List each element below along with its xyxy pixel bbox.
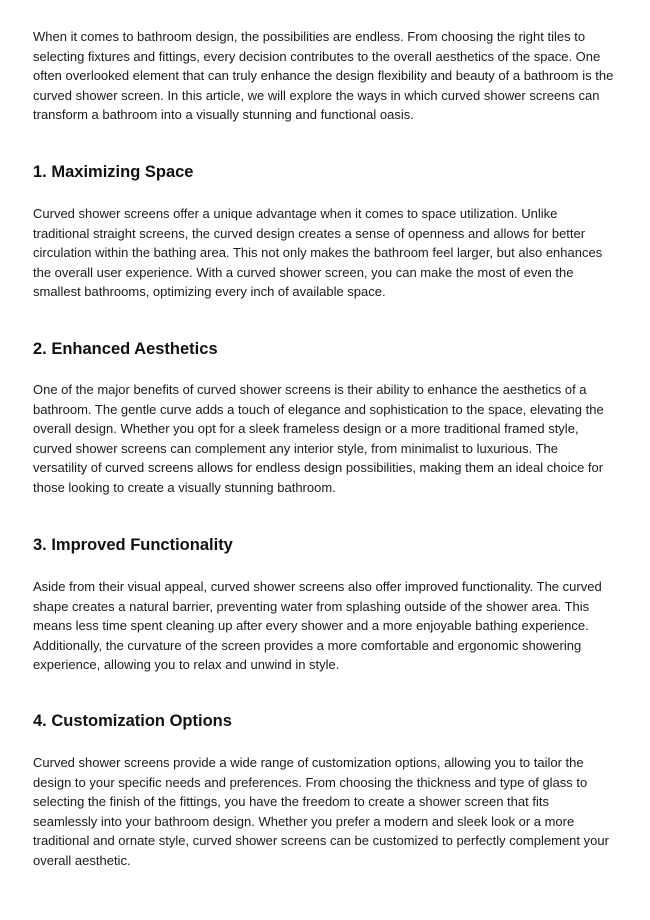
section-paragraph-enhanced-aesthetics: [33, 380, 633, 498]
paragraph-line: those looking to create a visually stunning bathroom.: [33, 479, 336, 495]
section-paragraph-customization-options: [33, 753, 633, 871]
paragraph-line: Aside from their visual appeal, curved shower screens also offer improved functionality. The curved: [33, 579, 602, 594]
section-paragraph-maximizing-space: [33, 204, 633, 302]
section-heading-enhanced-aesthetics: 2. Enhanced Aesthetics: [33, 340, 218, 358]
section-heading-maximizing-space: 1. Maximizing Space: [33, 163, 194, 181]
paragraph-line: Additionally, the curvature of the screen provides a more comfortable and ergonomic showering: [33, 637, 582, 653]
paragraph-line: design to your specific needs and preferences. From choosing the thickness and type of glass to: [33, 774, 588, 790]
paragraph-line: Curved shower screens offer a unique advantage when it comes to space utilization. Unlike: [33, 206, 558, 221]
paragraph-line: traditional straight screens, the curved design creates a sense of openness and allows for better: [33, 225, 586, 241]
intro-line: often overlooked element that can truly enhance the design flexibility and beauty of a bathroom is the: [33, 68, 614, 84]
section-paragraph-improved-functionality: [33, 577, 633, 675]
paragraph-line: Curved shower screens provide a wide range of customization options, allowing you to tailor the: [33, 755, 584, 770]
paragraph-line: experience, allowing you to relax and unwind in style.: [33, 657, 340, 673]
intro-line: When it comes to bathroom design, the possibilities are endless. From choosing the right tiles to: [33, 29, 586, 44]
paragraph-line: seamlessly into your bathroom design. Whether you prefer a modern and sleek look or a more: [33, 813, 575, 829]
paragraph-line: One of the major benefits of curved shower screens is their ability to enhance the aesthetics of a: [33, 382, 587, 397]
paragraph-line: versatility of curved screens allows for endless design possibilities, making them an ideal choice for: [33, 460, 604, 476]
intro-line: selecting fixtures and fittings, every decision contributes to the overall aesthetics of the space. One: [33, 48, 601, 64]
paragraph-line: overall design. Whether you opt for a sleek frameless design or a more traditional framed style,: [33, 421, 579, 437]
intro-paragraph: [33, 27, 633, 125]
intro-line: transform a bathroom into a visually stunning and functional oasis.: [33, 107, 414, 123]
paragraph-line: selecting the finish of the fittings, you have the freedom to create a shower screen that fits: [33, 794, 549, 810]
paragraph-line: means less time spent cleaning up after every shower and a more enjoyable bathing experience.: [33, 618, 589, 634]
section-heading-customization-options: 4. Customization Options: [33, 712, 232, 730]
paragraph-line: the overall user experience. With a curved shower screen, you can make the most of even the: [33, 264, 574, 280]
paragraph-line: overall aesthetic.: [33, 852, 131, 868]
paragraph-line: traditional and ornate style, curved shower screens can be customized to perfectly complement your: [33, 833, 609, 849]
paragraph-line: smallest bathrooms, optimizing every inch of available space.: [33, 284, 386, 300]
paragraph-line: circulation within the bathing area. This not only makes the bathroom feel larger, but also enhances: [33, 245, 603, 261]
section-heading-improved-functionality: 3. Improved Functionality: [33, 536, 233, 554]
paragraph-line: bathroom. The gentle curve adds a touch of elegance and sophistication to the space, elevating the: [33, 401, 604, 417]
paragraph-line: shape creates a natural barrier, preventing water from splashing outside of the shower area. This: [33, 598, 590, 614]
paragraph-line: curved shower screens can complement any interior style, from minimalist to luxurious. The: [33, 440, 559, 456]
intro-line: curved shower screen. In this article, we will explore the ways in which curved shower screens can: [33, 87, 600, 103]
